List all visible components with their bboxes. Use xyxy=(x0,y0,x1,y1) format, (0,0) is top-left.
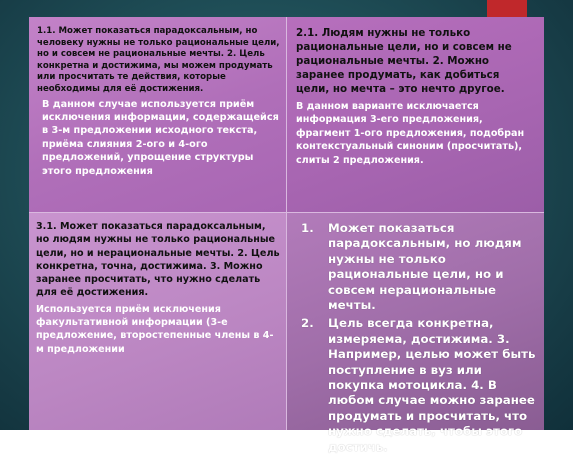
list-item xyxy=(295,221,538,313)
cell-variant-2 xyxy=(287,17,544,213)
variant-1-note: В данном случае используется приём исключения информации, содержащейся в 3-м предложении исходного текста, приёма слияния 2-ого и 4-ого предложений, упрощение структуры этого предложения xyxy=(42,98,279,177)
variant-1-text: 1.1. Может показаться парадоксальным, но человеку нужны не только рациональные цели, но и совсем не рациональные мечты. 2. Цель конкретна и достижима, мы можем продумать или просчитать те действия, которые необходимы для её достижения. xyxy=(37,26,280,94)
variant-3-note: Используется приём исключения факультативной информации (3-е предложение, второстепенные члены в 4-м предложении xyxy=(36,303,274,355)
list-item-number: 2. xyxy=(301,316,314,331)
cell-variant-3 xyxy=(29,213,287,430)
cell-variant-1 xyxy=(29,17,287,213)
comparison-table xyxy=(29,17,544,454)
list-item xyxy=(295,316,538,455)
variant-2-text: 2.1. Людям нужны не только рациональные цели, но и совсем не рациональные мечты. 2. Можно заранее продумать, как добиться цели, но мечта – это нечто другое. xyxy=(296,27,512,95)
accent-bar xyxy=(487,0,527,17)
list-item-number: 1. xyxy=(301,221,314,235)
variant-4-list xyxy=(295,221,538,455)
variant-2-note: В данном варианте исключается информация 3-его предложения, фрагмент 1-ого предложения, подобран контекстуальный синоним (просчитать), слиты 2 предложения. xyxy=(296,101,525,166)
variant-3-text: 3.1. Может показаться парадоксальным, но людям нужны не только рациональные цели, но и нерациональные мечты. 2. Цель конкретна, точна, достижима. 3. Можно заранее просчитать, что нужно сделать для её достижения. xyxy=(36,221,280,299)
list-item-text: Цель всегда конкретна, измеряема, достижима. 3. Например, целью может быть поступление в вуз или покупка мотоцикла. 4. В любом случае можно заранее продумать и просчитать, что нужно сделать, чтобы этого достичь. xyxy=(328,316,536,454)
cell-variant-4 xyxy=(287,213,544,454)
list-item-text: Может показаться парадоксальным, но людям нужны не только рациональные цели, но и совсем нерациональные мечты. xyxy=(328,221,522,313)
